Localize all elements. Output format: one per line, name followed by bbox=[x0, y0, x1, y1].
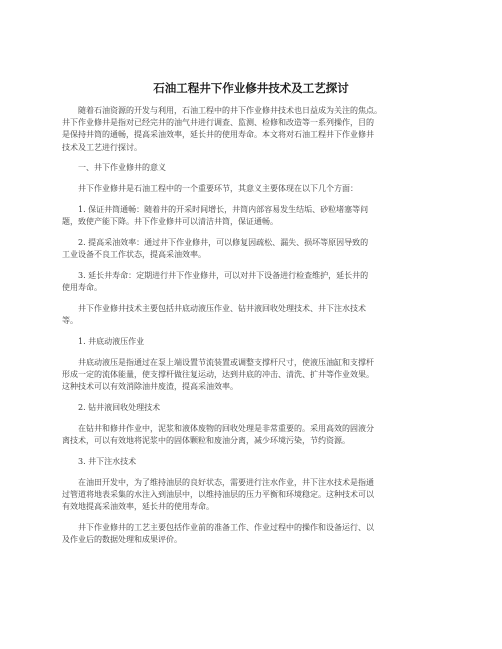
body-paragraph: 井底动液压是指通过在泵上端设置节流装置或调整支撑杆尺寸，使液压油缸和支撑杆 形成一定的流体能量，使支撑杆做往复运动，达到井底的冲击、清洗、扩井等作业效果。 这种技术可以有效消除油井废渣，提高采油效率。 bbox=[62, 357, 374, 392]
body-paragraph: 在油田开发中，为了维持油层的良好状态，需要进行注水作业，井下注水技术是指通 过管道将地表采集的水注入到油层中，以维持油层的压力平衡和环境稳定。这种技术可以 有效地提高采油效率，延长井的使用寿命。 bbox=[62, 477, 374, 511]
body-paragraph: 井下作业修井技术主要包括井底动液压作业、钻井液回收处理技术、井下注水技术 等。 bbox=[62, 304, 366, 326]
body-paragraph: 在钻井和修井作业中，泥浆和液体废物的回收处理是非常重要的。采用高效的固液分 离技术，可以有效地将泥浆中的固体颗粒和废油分离，减少环境污染，节约资源。 bbox=[62, 423, 374, 445]
subheading-drilling-fluid: 2. 钻井液回收处理技术 bbox=[62, 403, 161, 412]
document-body bbox=[62, 105, 452, 555]
intro-paragraph: 随着石油资源的开发与利用，石油工程中的井下作业修井技术也日益成为关注的焦点。 井下作业修井是指对已经完井的油气井进行调查、监测、检修和改造等一系列操作，目的 是保持井筒的通畅，提高采油效率，延长井的使用寿命。本文将对石油工程井下作业修井 技术及工艺进行探讨。 bbox=[62, 106, 382, 152]
body-paragraph: 井下作业修井是石油工程中的一个重要环节，其意义主要体现在以下几个方面： bbox=[62, 184, 358, 194]
list-item-1: 1. 保证井筒通畅：随着井的开采时间增长，井筒内部容易发生结垢、砂粒堵塞等问 题，致使产能下降。井下作业修井可以清洁井筒，保证通畅。 bbox=[62, 205, 369, 227]
section-heading-significance: 一、井下作业修井的意义 bbox=[62, 163, 166, 173]
subheading-hydraulic: 1. 井底动液压作业 bbox=[62, 337, 145, 346]
document-title: 石油工程井下作业修井技术及工艺探讨 bbox=[153, 81, 349, 95]
list-item-2: 2. 提高采油效率：通过井下作业修井，可以修复因疏松、漏失、损坏等原因导致的 工业设备不良工作状态，提高采油效率。 bbox=[62, 238, 369, 260]
list-item-3: 3. 延长井寿命：定期进行井下作业修井，可以对井下设备进行检查维护，延长井的 使用寿命。 bbox=[62, 271, 369, 293]
body-paragraph: 井下作业修井的工艺主要包括作业前的准备工作、作业过程中的操作和设备运行、以 及作业后的数据处理和成果评价。 bbox=[62, 522, 374, 544]
subheading-water-injection: 3. 井下注水技术 bbox=[62, 456, 137, 466]
